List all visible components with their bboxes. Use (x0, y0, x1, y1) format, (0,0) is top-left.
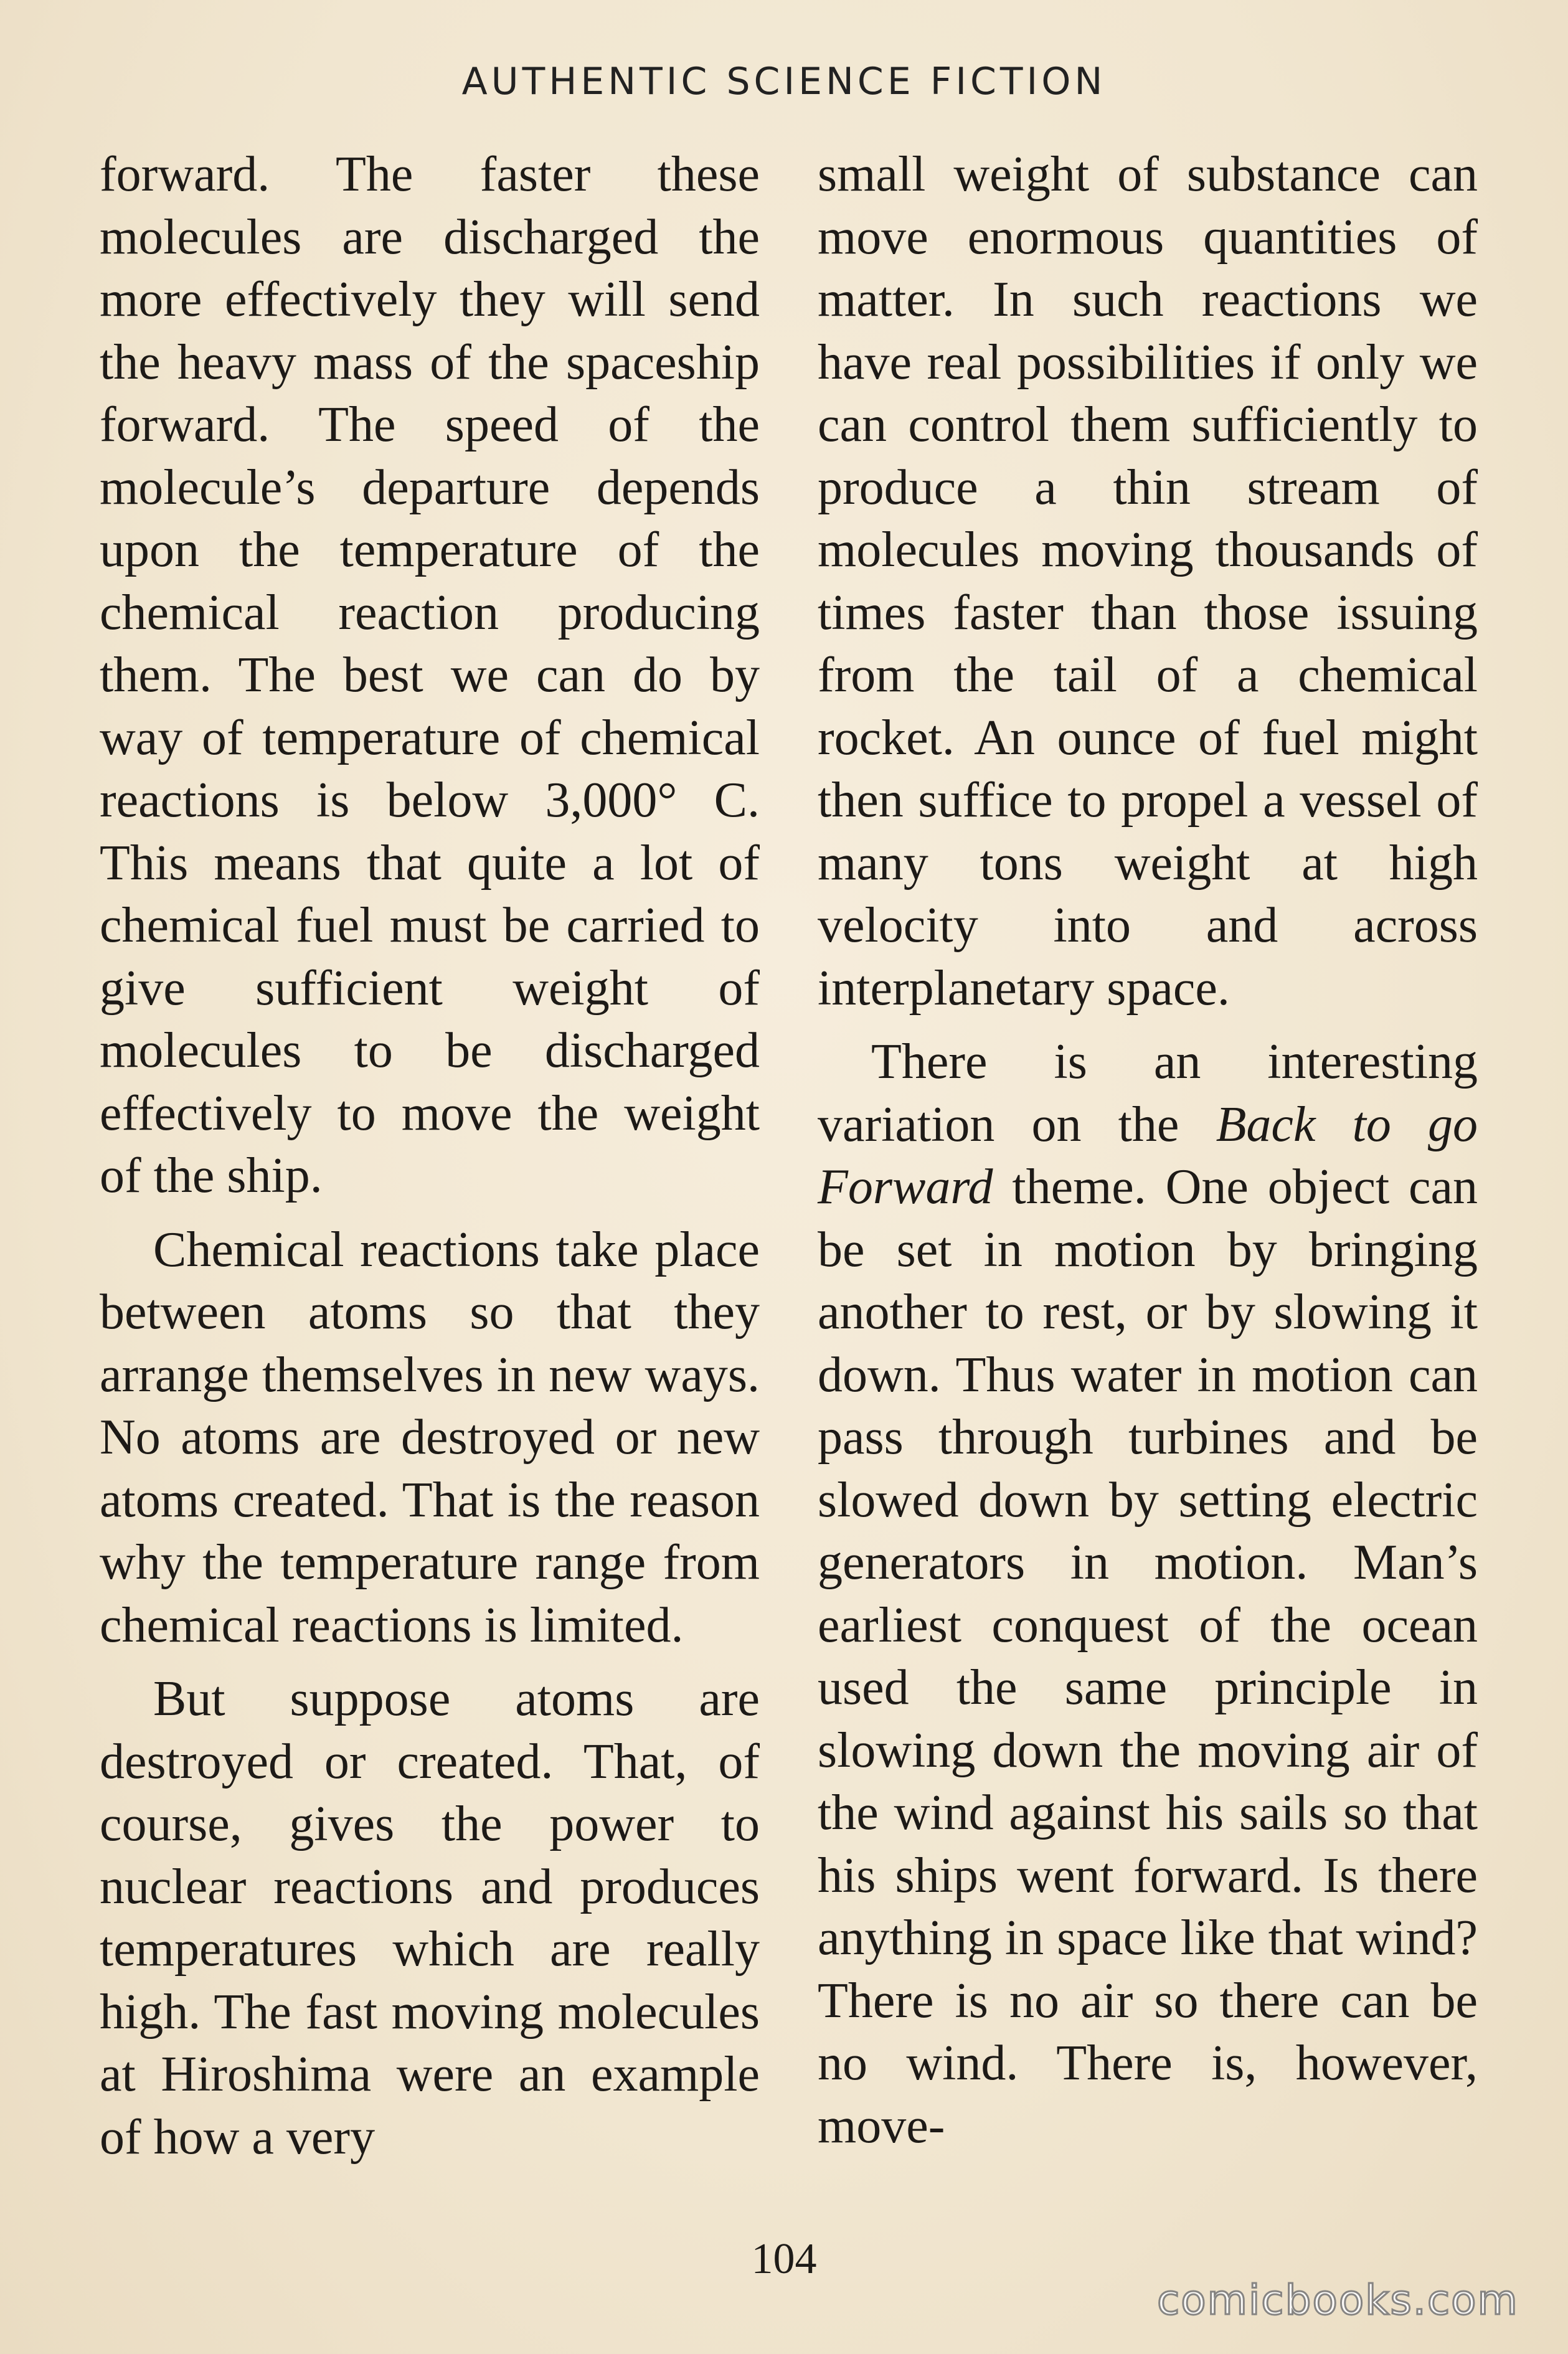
paragraph: small weight of substance can move enormous quantities of matter. In such reactions we have real possibilities if only we can control them sufficiently to produce a thin stream of molecules moving thousands of times faster than those issuing from the tail of a chemical rocket. An ounce of fuel might then suffice to propel a vessel of many tons weight at high velocity into and across interplanetary space. (818, 147, 1478, 1016)
italic-phrase: Back to go Forward (818, 1097, 1478, 1214)
paragraph: forward. The faster these molecules are discharged the more effectively they will send the heavy mass of the spaceship forward. The speed of the molecule’s departure depends upon the temperature of the chemical reaction producing them. The best we can do by way of temperature of chemical reactions is below 3,000° C. This means that quite a lot of chemical fuel must be carried to give sufficient weight of molecules to be discharged effectively to move the weight of the ship. (100, 147, 760, 1203)
paragraph: Chemical reactions take place between atoms so that they arrange themselves in new ways. No atoms are destroyed or new atoms created. That is the reason why the temperature range from chemical reactions is limited. (100, 1222, 760, 1653)
paragraph-text: theme. One object can be set in motion by bringing another to rest, or by slowing it down. Thus water in motion can pass through turbines and be slowed down by setting electric generators in motion. Man’s earliest conquest of the ocean used the same principle in slowing down the moving air of the wind against his sails so that his ships went forward. Is there anything in space like that wind? There is no air so there can be no wind. There is, however, move- (818, 1160, 1478, 2153)
page-number: 104 (751, 2235, 817, 2283)
watermark: comicbooks.com (1157, 2276, 1519, 2324)
right-column (818, 143, 1478, 2157)
paragraph: But suppose atoms are destroyed or created. That, of course, gives the power to nuclear reactions and produces temperatures which are really high. The fast moving molecules at Hiroshima were an example of how a very (100, 1671, 760, 2165)
paragraph (818, 1031, 1478, 2157)
paragraph-text: There is an interesting variation on the (818, 1034, 1478, 1152)
running-head: AUTHENTIC SCIENCE FICTION (461, 60, 1107, 103)
left-column (100, 143, 760, 2168)
